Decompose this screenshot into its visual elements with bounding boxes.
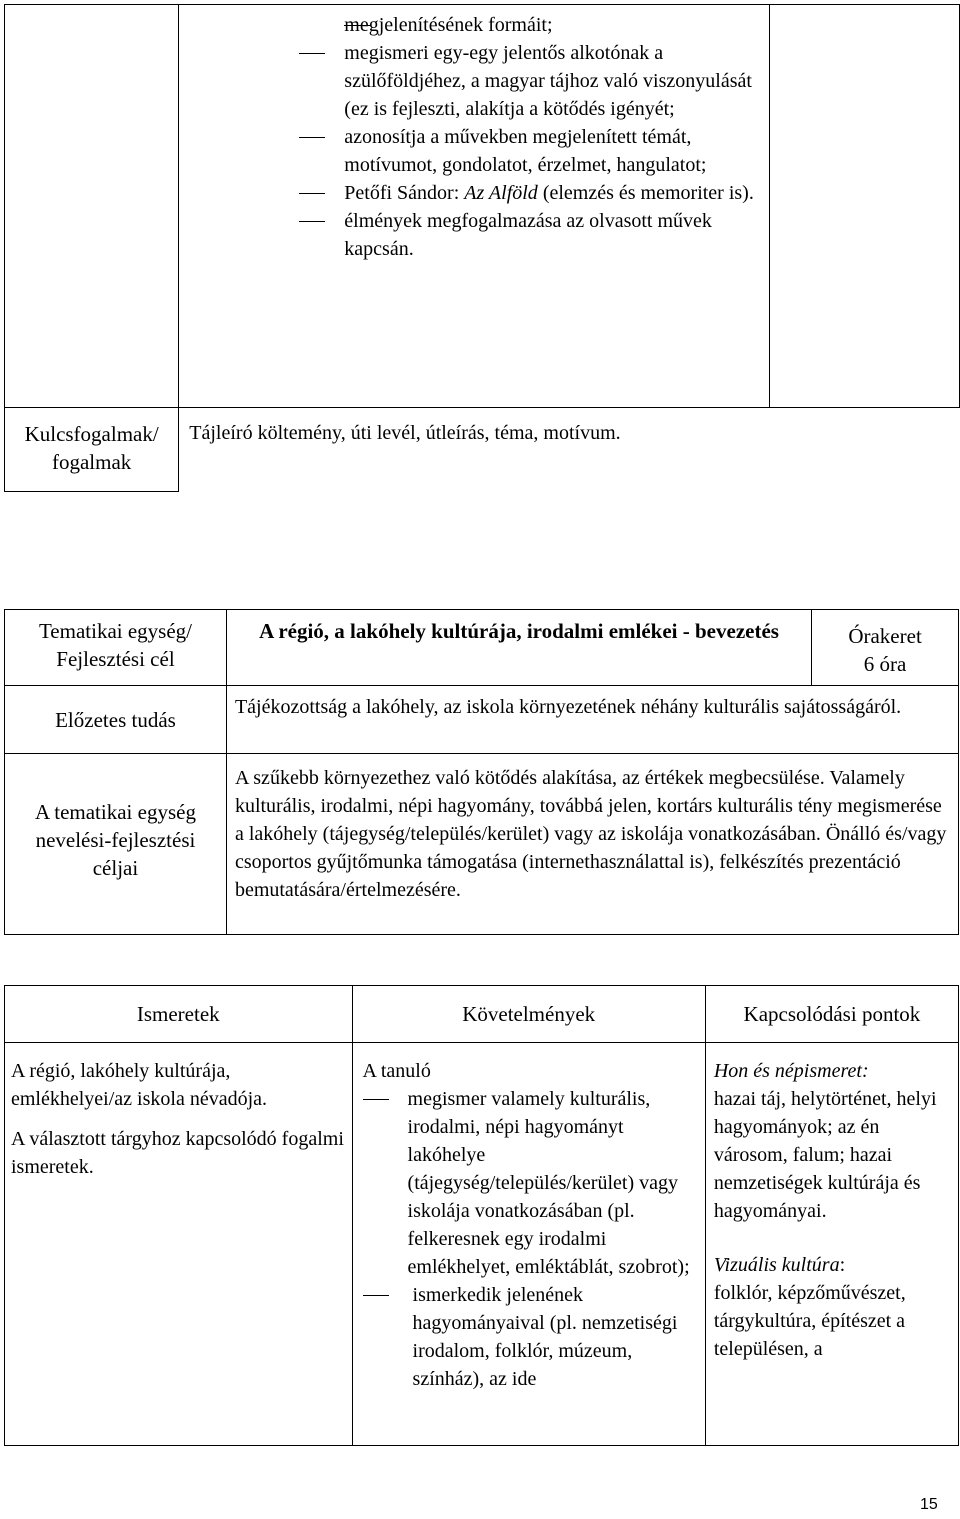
goals-text: A szűkebb környezethez való kötődés alakítása, az értékek megbecsülése. Valamely kulturális, irodalmi, népi hagyomány, továbbá jelen, kortárs kulturális tény megismerése a lakóhely (tájegység/település/kerület) vagy az iskolája vonatkozásában. Önálló és/vagy csoportos gyűjtőmunka támogatása (internethasználattal is), felkészítés prezentáció bemutatására/értelmezésére. xyxy=(226,754,958,935)
link-text: folklór, képzőművészet, tárgykultúra, építészet a településen, a xyxy=(713,1282,906,1360)
petofi-prefix: Petőfi Sándor: xyxy=(344,182,465,204)
table-row xyxy=(5,754,959,935)
link-block xyxy=(714,1057,954,1225)
link-colon: : xyxy=(839,1254,846,1276)
table-row xyxy=(5,610,959,686)
header-knowledge: Ismeretek xyxy=(5,986,353,1043)
petofi-suffix: (elemzés és memoriter is). xyxy=(537,182,754,204)
hours-label: Órakeret xyxy=(848,624,922,648)
prior-label: Előzetes tudás xyxy=(5,686,227,754)
list-item-text: megjelenítésének formáit; xyxy=(344,14,553,36)
requirements-list xyxy=(363,1085,701,1393)
table-row xyxy=(5,686,959,754)
table-row xyxy=(5,986,959,1043)
poem-title: Az Alföld xyxy=(464,182,538,204)
table-row xyxy=(5,1043,959,1446)
links-cell xyxy=(705,1043,958,1446)
list-item-text: élmények megfogalmazása az olvasott művek kapcsán. xyxy=(344,210,712,260)
page-number: 15 xyxy=(920,1496,938,1513)
key-concepts-label: Kulcsfogalmak/ fogalmak xyxy=(5,408,179,492)
requirements-list xyxy=(299,5,769,263)
list-item: megismer valamely kulturális, irodalmi, népi hagyományt lakóhelye (tájegység/település/kerület) vagy iskolája vonatkozásában (pl. felkeresnek egy irodalmi emlékhelyet, emléktáblát, szobrot); xyxy=(363,1085,701,1281)
unit-label: Tematikai egység/ Fejlesztési cél xyxy=(5,610,227,686)
requirements-cell xyxy=(352,1043,705,1446)
knowledge-cell xyxy=(5,1043,353,1446)
requirements-continued-cell xyxy=(179,5,770,408)
thematic-unit-table xyxy=(4,609,959,935)
hours-cell xyxy=(812,610,959,686)
table-row xyxy=(5,408,960,492)
unit-title: A régió, a lakóhely kultúrája, irodalmi emlékei - bevezetés xyxy=(226,610,811,686)
empty-label-cell xyxy=(5,5,179,408)
prior-text: Tájékozottság a lakóhely, az iskola környezetének néhány kulturális sajátosságáról. xyxy=(226,686,958,754)
list-item xyxy=(344,11,769,39)
list-item xyxy=(299,39,769,123)
link-block xyxy=(714,1251,954,1363)
knowledge-item: A régió, lakóhely kultúrája, emlékhelyei/az iskola névadója. xyxy=(11,1060,268,1110)
list-item xyxy=(299,123,769,179)
link-text: hazai táj, helytörténet, helyi hagyományok; az én városom, falum; hazai nemzetiségek kultúrája és hagyományai. xyxy=(713,1088,937,1222)
hours-value: 6 óra xyxy=(863,652,907,676)
goals-label: A tematikai egység nevelési-fejlesztési céljai xyxy=(5,754,227,935)
header-requirements: Követelmények xyxy=(352,986,705,1043)
link-subject: Vizuális kultúra xyxy=(713,1254,840,1276)
knowledge-item: A választott tárgyhoz kapcsolódó fogalmi ismeretek. xyxy=(11,1128,344,1178)
key-concepts-text: Tájleíró költemény, úti levél, útleírás, téma, motívum. xyxy=(179,408,960,492)
content-table xyxy=(4,985,959,1446)
requirements-intro: A tanuló xyxy=(362,1060,431,1082)
list-item-text: megismeri egy-egy jelentős alkotónak a szülőföldjéhez, a magyar tájhoz való viszonyulását (ez is fejleszti, alakítja a kötődés igényét; xyxy=(344,42,752,120)
header-links: Kapcsolódási pontok xyxy=(705,986,958,1043)
list-item xyxy=(299,179,769,207)
empty-cell xyxy=(770,5,960,408)
list-item: ismerkedik jelenének hagyományaival (pl. nemzetiségi irodalom, folklór, múzeum, színház), az ide xyxy=(363,1281,701,1393)
link-subject: Hon és népismeret: xyxy=(713,1060,869,1082)
key-concepts-table xyxy=(4,4,960,492)
list-item-text: azonosítja a művekben megjelenített témát, motívumot, gondolatot, érzelmet, hangulatot; xyxy=(344,126,707,176)
table-row xyxy=(5,5,960,408)
list-item xyxy=(299,207,769,263)
